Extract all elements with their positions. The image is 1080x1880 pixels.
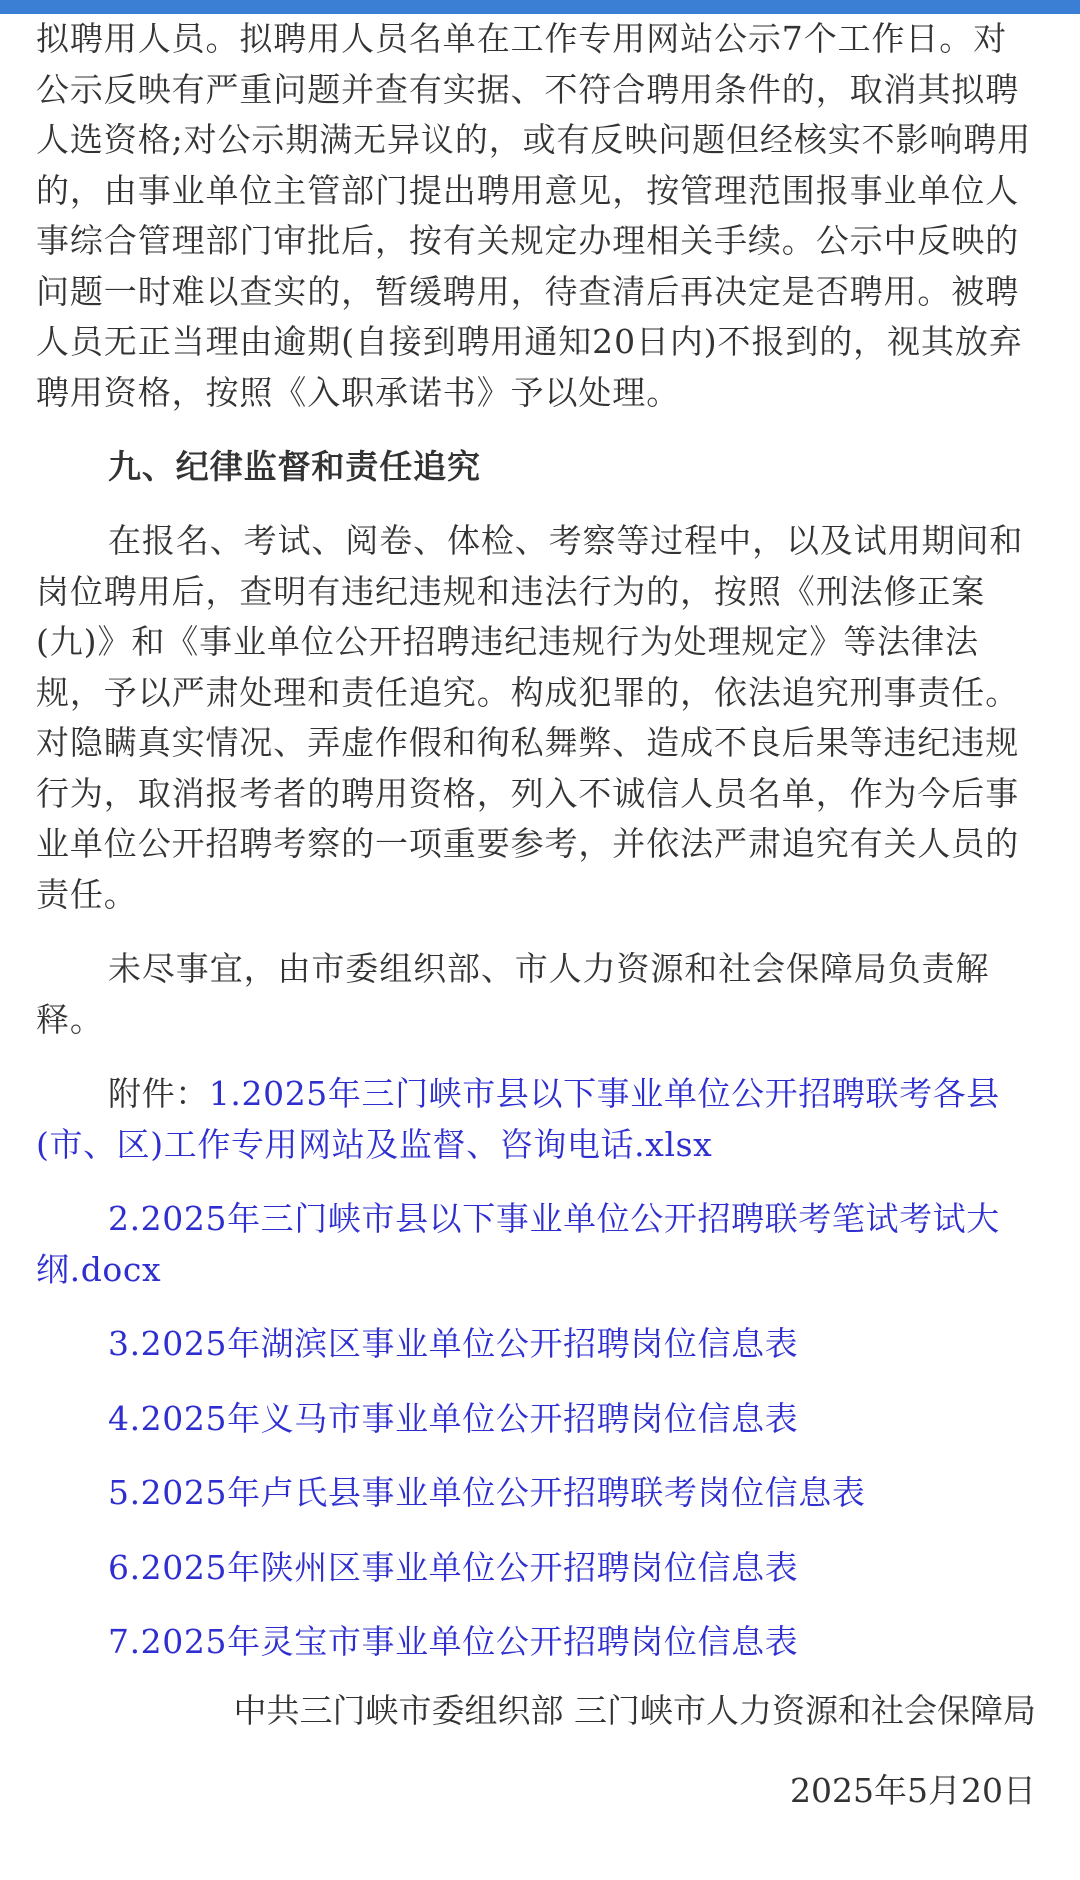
attachment-item-1: [36, 1069, 1036, 1170]
issuer-signature: 中共三门峡市委组织部 三门峡市人力资源和社会保障局: [233, 1690, 1036, 1730]
attachments-label: 附件：: [108, 1074, 209, 1113]
attachment-link-2[interactable]: 2.2025年三门峡市县以下事业单位公开招聘联考笔试考试大纲.docx: [36, 1199, 1000, 1289]
attachment-link-7[interactable]: 7.2025年灵宝市事业单位公开招聘岗位信息表: [108, 1622, 799, 1661]
section9-heading: 九、纪律监督和责任追究: [108, 447, 481, 486]
attachment-link-1[interactable]: 1.2025年三门峡市县以下事业单位公开招聘联考各县(市、区)工作专用网站及监督、咨询电话.xlsx: [36, 1074, 1000, 1164]
article-body: [36, 14, 1036, 1816]
attachment-link-4[interactable]: 4.2025年义马市事业单位公开招聘岗位信息表: [108, 1398, 799, 1438]
attachment-link-3[interactable]: 3.2025年湖滨区事业单位公开招聘岗位信息表: [108, 1324, 799, 1363]
section8-tail-paragraph: 拟聘用人员。拟聘用人员名单在工作专用网站公示7个工作日。对公示反映有严重问题并查有实据、不符合聘用条件的，取消其拟聘人选资格;对公示期满无异议的，或有反映问题但经核实不影响聘用的，由事业单位主管部门提出聘用意见，按管理范围报事业单位人事综合管理部门审批后，按有关规定办理相关手续。公示中反映的问题一时难以查实的，暂缓聘用，待查清后再决定是否聘用。被聘人员无正当理由逾期(自接到聘用通知20日内)不报到的，视其放弃聘用资格，按照《入职承诺书》予以处理。: [36, 19, 1032, 412]
top-status-bar: [0, 0, 1080, 14]
attachment-link-6[interactable]: 6.2025年陕州区事业单位公开招聘岗位信息表: [108, 1547, 799, 1587]
attachment-link-5[interactable]: 5.2025年卢氏县事业单位公开招聘联考岗位信息表: [108, 1473, 866, 1512]
closing-paragraph: 未尽事宜，由市委组织部、市人力资源和社会保障局负责解释。: [36, 949, 990, 1039]
issue-date: 2025年5月20日: [790, 1770, 1036, 1810]
section9-body-paragraph: 在报名、考试、阅卷、体检、考察等过程中，以及试用期间和岗位聘用后，查明有违纪违规和违法行为的，按照《刑法修正案(九)》和《事业单位公开招聘违纪违规行为处理规定》等法律法规，予以严肃处理和责任追究。构成犯罪的，依法追究刑事责任。对隐瞒真实情况、弄虚作假和徇私舞弊、造成不良后果等违纪违规行为，取消报考者的聘用资格，列入不诚信人员名单，作为今后事业单位公开招聘考察的一项重要参考，并依法严肃追究有关人员的责任。: [36, 521, 1024, 914]
